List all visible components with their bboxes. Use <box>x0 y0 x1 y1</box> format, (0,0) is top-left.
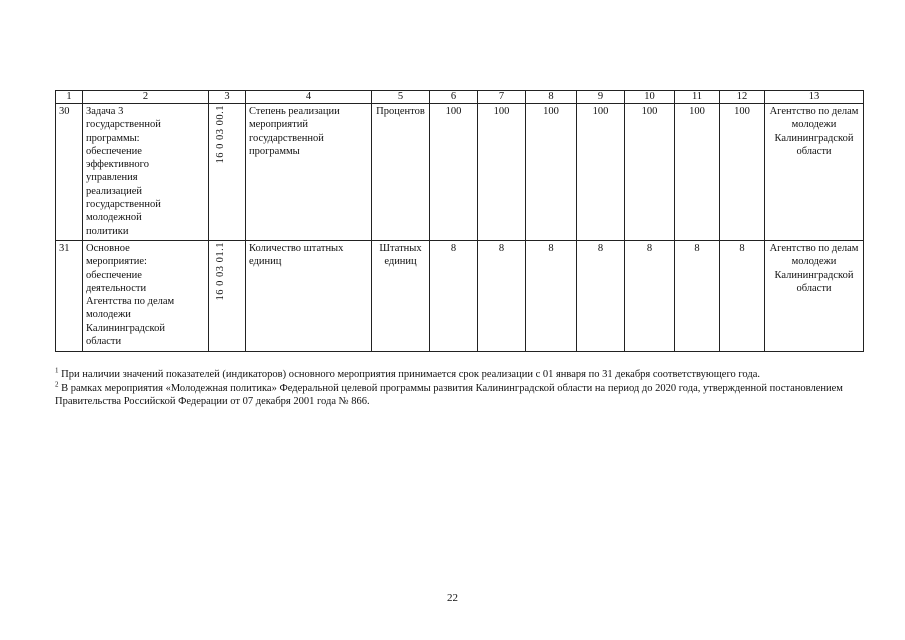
value-cell: 100 <box>625 104 675 241</box>
value-cell: 8 <box>675 241 720 352</box>
column-header: 5 <box>372 91 430 104</box>
footnote-mark: 1 <box>55 366 59 375</box>
column-header: 13 <box>765 91 864 104</box>
responsible-agency: Агентство по делам молодежи Калининградской области <box>769 243 859 294</box>
column-header: 11 <box>675 91 720 104</box>
column-header: 2 <box>83 91 209 104</box>
column-header: 10 <box>625 91 675 104</box>
value-cell: 100 <box>478 104 526 241</box>
footnotes <box>55 368 863 409</box>
budget-code: 16 0 03 00.1 <box>215 105 226 164</box>
footnote <box>55 368 863 382</box>
footnote-text: При наличии значений показателей (индикаторов) основного мероприятия принимается срок реализации с 01 января по 31 декабря соответствующего года. <box>61 369 760 380</box>
indicator-name: Количество штатных единиц <box>249 243 344 268</box>
value-cell: 8 <box>430 241 478 352</box>
footnote-text: В рамках мероприятия «Молодежная политика» Федеральной целевой программы развития Калининградской области на период до 2020 года, утвержденной постановлением Правительства Российской Федерации от 07 декабря 2001 года № 866. <box>55 382 843 407</box>
value-cell: 8 <box>720 241 765 352</box>
column-header: 12 <box>720 91 765 104</box>
value-cell: 8 <box>577 241 625 352</box>
task-name: Задача 3 государственной программы: обеспечение эффективного управления реализацией государственной молодежной политики <box>86 106 161 237</box>
value-cell: 100 <box>675 104 720 241</box>
value-cell: 100 <box>430 104 478 241</box>
footnote <box>55 382 863 409</box>
row-number: 30 <box>56 104 83 241</box>
indicators-table <box>55 90 864 352</box>
header-row <box>56 91 864 104</box>
unit: Процентов <box>376 106 425 117</box>
column-header: 3 <box>209 91 246 104</box>
footnote-mark: 2 <box>55 380 59 388</box>
value-cell: 8 <box>625 241 675 352</box>
table-row <box>56 241 864 352</box>
task-name: Основное мероприятие: обеспечение деятельности Агентства по делам молодежи Калининградской области <box>86 243 175 348</box>
column-header: 6 <box>430 91 478 104</box>
column-header: 8 <box>526 91 577 104</box>
column-header: 9 <box>577 91 625 104</box>
row-number: 31 <box>56 241 83 352</box>
column-header: 7 <box>478 91 526 104</box>
budget-code: 16 0 03 01.1 <box>215 242 226 301</box>
responsible-agency: Агентство по делам молодежи Калининградской области <box>769 106 859 157</box>
column-header: 1 <box>56 91 83 104</box>
indicator-name: Степень реализации мероприятий государственной программы <box>249 106 340 157</box>
value-cell: 100 <box>526 104 577 241</box>
page-number: 22 <box>447 592 458 604</box>
value-cell: 100 <box>720 104 765 241</box>
unit: Штатных единиц <box>379 243 422 268</box>
value-cell: 8 <box>478 241 526 352</box>
column-header: 4 <box>246 91 372 104</box>
value-cell: 100 <box>577 104 625 241</box>
table-row <box>56 104 864 241</box>
value-cell: 8 <box>526 241 577 352</box>
